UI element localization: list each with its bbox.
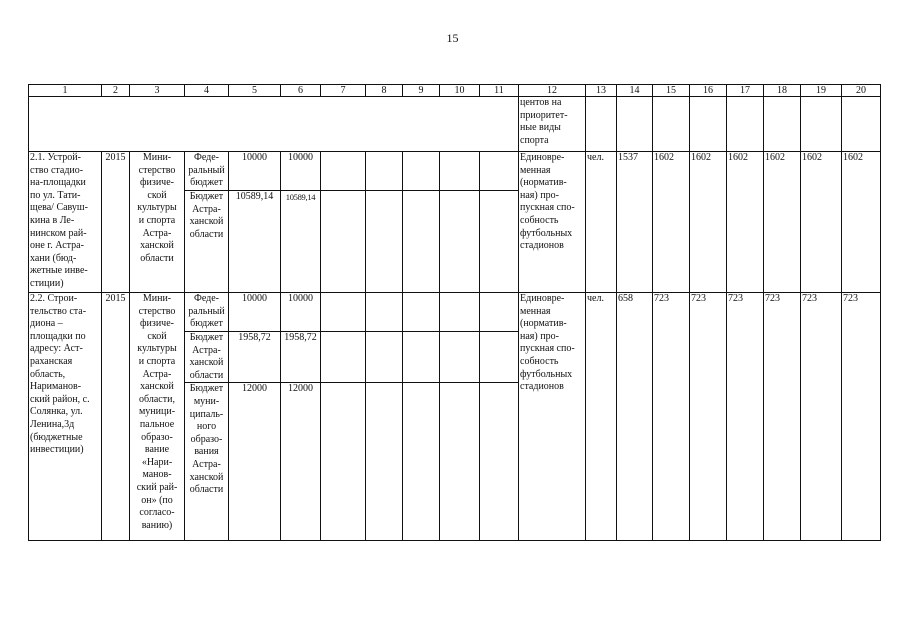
empty-cell: [403, 332, 440, 383]
value-cell: 1602: [801, 152, 842, 293]
empty-cell: [440, 293, 480, 332]
empty-cell: [403, 191, 440, 293]
value-cell: 1602: [653, 152, 690, 293]
indicator-cell: центов на приоритет- ные виды спорта: [519, 97, 586, 152]
header-cell: 1: [29, 85, 102, 97]
empty-cell: [321, 191, 366, 293]
empty-cell: [480, 332, 519, 383]
header-cell: 13: [586, 85, 617, 97]
funding-source-cell: Бюджет Астра- ханской области: [185, 191, 229, 293]
header-cell: 5: [229, 85, 281, 97]
funding-source-cell: Феде- ральный бюджет: [185, 293, 229, 332]
empty-cell: [440, 383, 480, 541]
header-cell: 17: [727, 85, 764, 97]
empty-cell: [440, 191, 480, 293]
empty-cell: [440, 152, 480, 191]
header-cell: 16: [690, 85, 727, 97]
activity-name-cell: 2.2. Строи- тельство ста- диона – площадки по адресу: Аст- раханская область, Нариманов- ский район, с. Солянка, ул. Ленина,3д (бюджетные инвестиции): [29, 293, 102, 541]
empty-cell: [403, 383, 440, 541]
empty-cell: [586, 97, 617, 152]
empty-cell: [321, 383, 366, 541]
executor-cell: Мини- стерство физиче- ской культуры и спорта Астра- ханской области: [130, 152, 185, 293]
empty-cell: [366, 191, 403, 293]
value-cell: 723: [801, 293, 842, 541]
amount-cell: 12000: [281, 383, 321, 541]
empty-cell: [321, 293, 366, 332]
header-cell: 11: [480, 85, 519, 97]
empty-cell: [690, 97, 727, 152]
indicator-cell: Единовре- менная (норматив- ная) про- пускная спо- собность футбольных стадионов: [519, 152, 586, 293]
empty-cell: [842, 97, 881, 152]
empty-cell: [403, 293, 440, 332]
header-cell: 7: [321, 85, 366, 97]
header-cell: 3: [130, 85, 185, 97]
page-number: 15: [446, 31, 459, 45]
value-cell: 723: [653, 293, 690, 541]
indicator-cell: Единовре- менная (норматив- ная) про- пускная спо- собность футбольных стадионов: [519, 293, 586, 541]
year-cell: 2015: [102, 293, 130, 541]
funding-source-cell: Бюджет Астра- ханской области: [185, 332, 229, 383]
value-cell: 1602: [727, 152, 764, 293]
empty-cell: [403, 152, 440, 191]
amount-cell: 10589,14: [281, 191, 321, 293]
empty-cell: [801, 97, 842, 152]
header-cell: 2: [102, 85, 130, 97]
empty-cell: [480, 152, 519, 191]
amount-cell: 10589,14: [229, 191, 281, 293]
empty-cell: [366, 152, 403, 191]
header-cell: 14: [617, 85, 653, 97]
empty-cell: [764, 97, 801, 152]
empty-cell: [617, 97, 653, 152]
value-cell: 723: [727, 293, 764, 541]
header-cell: 12: [519, 85, 586, 97]
empty-cell: [480, 293, 519, 332]
amount-cell: 10000: [229, 152, 281, 191]
unit-cell: чел.: [586, 293, 617, 541]
header-cell: 9: [403, 85, 440, 97]
header-cell: 19: [801, 85, 842, 97]
unit-cell: чел.: [586, 152, 617, 293]
empty-cell: [321, 152, 366, 191]
amount-cell: 1958,72: [229, 332, 281, 383]
empty-cell: [366, 383, 403, 541]
value-cell: 723: [690, 293, 727, 541]
header-cell: 10: [440, 85, 480, 97]
activity-name-cell: 2.1. Устрой- ство стадио- на-площадки по ул. Тати- щева/ Савуш- кина в Ле- нинском рай- оне г. Астра- хани (бюд- жетные инве- стиции): [29, 152, 102, 293]
empty-cell: [321, 332, 366, 383]
empty-cell: [366, 293, 403, 332]
header-cell: 6: [281, 85, 321, 97]
header-cell: 18: [764, 85, 801, 97]
empty-cell: [653, 97, 690, 152]
funding-source-cell: Феде- ральный бюджет: [185, 152, 229, 191]
value-cell: 723: [842, 293, 881, 541]
header-cell: 8: [366, 85, 403, 97]
value-cell: 1602: [690, 152, 727, 293]
empty-cell: [480, 191, 519, 293]
value-cell: 658: [617, 293, 653, 541]
value-cell: 1602: [764, 152, 801, 293]
amount-cell: 10000: [281, 152, 321, 191]
funding-source-cell: Бюджет муни- ципаль- ного образо- вания Астра- ханской области: [185, 383, 229, 541]
column-number-row: [29, 85, 881, 97]
program-table: [28, 84, 881, 541]
amount-cell: 10000: [229, 293, 281, 332]
amount-cell: 10000: [281, 293, 321, 332]
value-cell: 1537: [617, 152, 653, 293]
table-row: [29, 293, 881, 332]
empty-cell: [366, 332, 403, 383]
empty-cell: [727, 97, 764, 152]
empty-cell: [480, 383, 519, 541]
table-row: [29, 152, 881, 191]
header-cell: 20: [842, 85, 881, 97]
amount-cell: 1958,72: [281, 332, 321, 383]
amount-cell: 12000: [229, 383, 281, 541]
empty-cell: [440, 332, 480, 383]
year-cell: 2015: [102, 152, 130, 293]
continuation-row: [29, 97, 881, 152]
header-cell: 15: [653, 85, 690, 97]
value-cell: 1602: [842, 152, 881, 293]
header-cell: 4: [185, 85, 229, 97]
value-cell: 723: [764, 293, 801, 541]
executor-cell: Мини- стерство физиче- ской культуры и спорта Астра- ханской области, муници- пальное образо- вание «Нари- манов- ский рай- он» (по согласо- ванию): [130, 293, 185, 541]
empty-cell: [29, 97, 519, 152]
